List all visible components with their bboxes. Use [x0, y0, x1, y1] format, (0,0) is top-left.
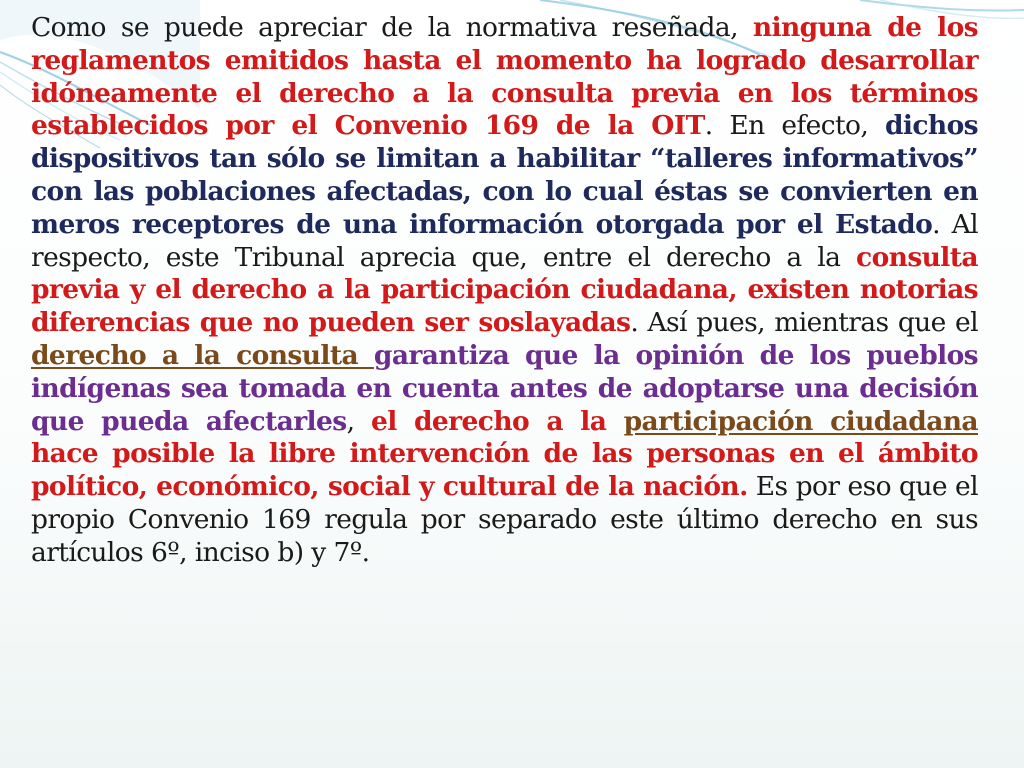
text-purple-emphasis: garantiza que la opinión de los pueblos indígenas sea tomada en cuenta antes de adoptarse una decisión que pueda afectarles	[31, 339, 978, 437]
text-navy-emphasis: dichos dispositivos tan sólo se limitan a habilitar “talleres informativos” con las poblaciones afectadas, con lo cual éstas se convierten en meros receptores de una información otorgada por el Estado	[31, 110, 978, 240]
text-red-emphasis-4: hace posible la libre intervención de las personas en el ámbito político, económico, social y cultural de la nación.	[31, 438, 978, 503]
text-plain-6: Es por eso que el propio Convenio 169 regula por separado este último derecho en sus artículos 6º, inciso b) y 7º.	[31, 471, 978, 568]
text-plain-3: . Al respecto, este Tribunal aprecia que, entre el derecho a la	[31, 208, 978, 273]
text-plain-5: ,	[346, 405, 371, 437]
text-plain-4: . Así pues, mientras que el	[630, 307, 978, 339]
text-plain-2: . En efecto,	[704, 110, 885, 142]
text-plain-1: Como se puede apreciar de la normativa reseñada,	[31, 12, 753, 43]
underlined-term-participacion: participación ciudadana	[623, 405, 979, 437]
text-red-emphasis-3: el derecho a la	[370, 405, 624, 437]
text-red-emphasis-1: ninguna de los reglamentos emitidos hasta el momento ha logrado desarrollar idóneamente el derecho a la consulta previa en los términos establecidos por el Convenio 169 de la OIT	[31, 12, 978, 142]
underlined-term-consulta: derecho a la consulta	[31, 339, 374, 371]
text-red-emphasis-2: consulta previa y el derecho a la participación ciudadana, existen notorias diferencias que no pueden ser soslayadas	[31, 241, 978, 339]
body-paragraph	[31, 12, 978, 570]
